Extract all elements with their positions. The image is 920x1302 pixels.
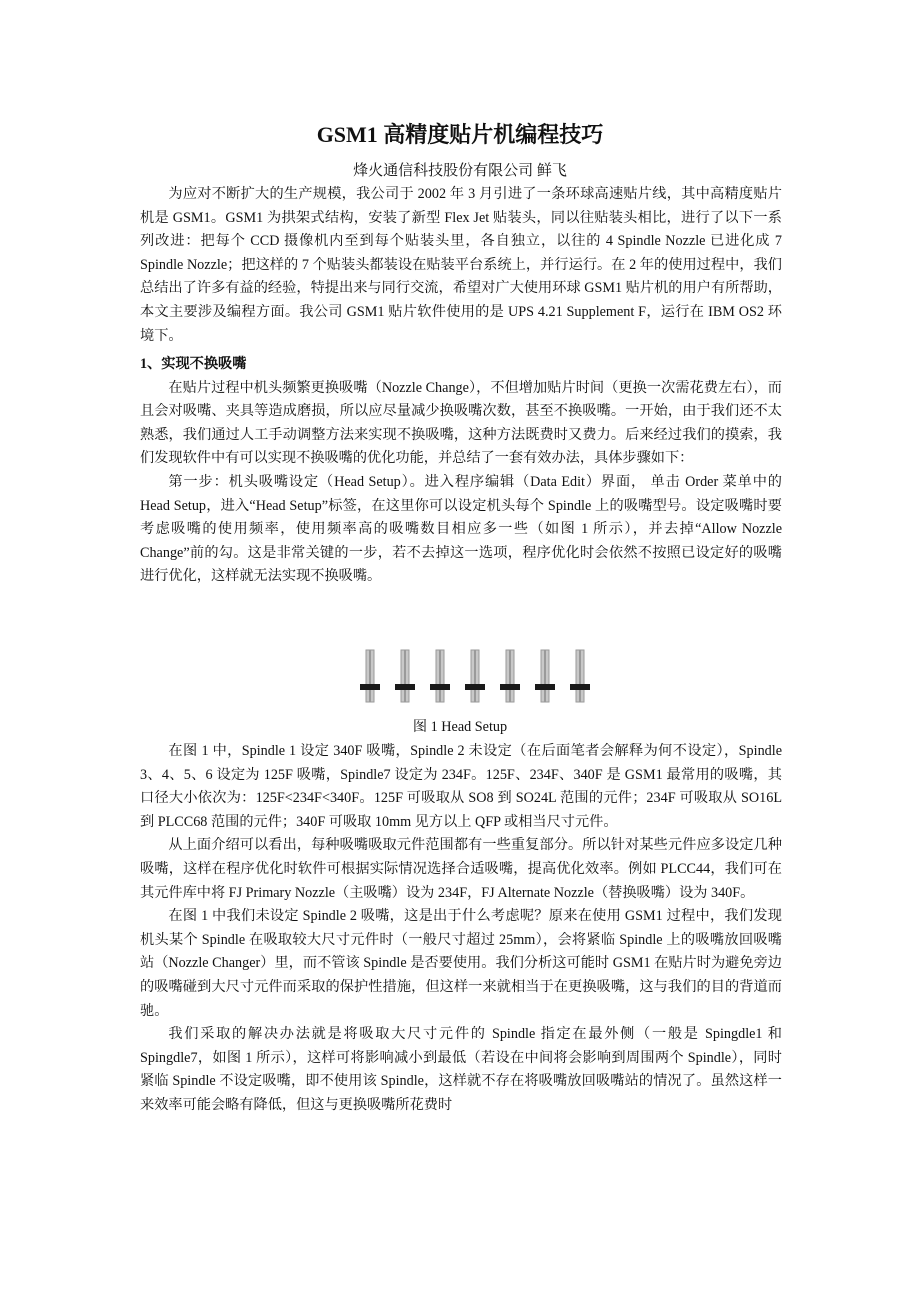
paragraph-spindle-2: 在图 1 中我们未设定 Spindle 2 吸嘴，这是出于什么考虑呢？原来在使用 GSM1 过程中，我们发现机头某个 Spindle 在吸取较大尺寸元件时（一般尺寸超过 25mm），会将紧临 Spindle 上的吸嘴放回吸嘴站（Nozzle Changer）里，而不管该 Spindle 是否要使用。我们分析这可能时 GSM1 在贴片时为避免旁边的吸嘴碰到大尺寸元件而采取的保护性措施，但这样一来就相当于在更换吸嘴，这与我们的目的背道而驰。 <box>140 908 782 1019</box>
spindle-shaft-core <box>544 650 546 702</box>
spindle-shaft-core <box>439 650 441 702</box>
spindle-7 <box>570 650 590 702</box>
nozzle-bar <box>360 684 380 690</box>
intro-paragraph: 为应对不断扩大的生产规模，我公司于 2002 年 3 月引进了一条环球高速贴片线，其中高精度贴片机是 GSM1。GSM1 为拱架式结构，安装了新型 Flex Jet 贴装头，同以往贴装头相比，进行了以下一系列改进：把每个 CCD 摄像机内至到每个贴装头里，各自独立，以往的 4 Spindle Nozzle 已进化成 7 Spindle Nozzle；把这样的 7 个贴装头都装设在贴装平台系统上，并行运行。在 2 年的使用过程中，我们总结出了许多有益的经验，特提出来与同行交流，希望对广大使用环球 GSM1 贴片机的用户有所帮助，本文主要涉及编程方面。我公司 GSM1 贴片软件使用的是 UPS 4.21 Supplement F，运行在 IBM OS2 环境下。 <box>140 186 782 344</box>
nozzle-bar <box>395 684 415 690</box>
spindle-6 <box>535 650 555 702</box>
section-1-paragraph-1: 在贴片过程中机头频繁更换吸嘴（Nozzle Change），不但增加贴片时间（更换一次需花费左右），而且会对吸嘴、夹具等造成磨损，所以应尽量减少换吸嘴次数，甚至不换吸嘴。一开始，由于我们还不太熟悉，我们通过人工手动调整方法来实现不换吸嘴，这种方法既费时又费力。后来经过我们的摸索，我们发现软件中有可以实现不换吸嘴的优化功能，并总结了一套有效办法，具体步骤如下： <box>140 379 782 467</box>
spindle-shaft-core <box>369 650 371 702</box>
section-1-paragraph-2: 第一步：机头吸嘴设定（Head Setup）。进入程序编辑（Data Edit）界面， 单击 Order 菜单中的 Head Setup，进入“Head Setup”标签，在这里你可以设定机头每个 Spindle 上的吸嘴型号。设定吸嘴时要考虑吸嘴的使用频率，使用频率高的吸嘴数目相应多一些（如图 1 所示），并去掉“Allow Nozzle Change”前的勾。这是非常关键的一步，若不去掉这一选项，程序优化时会依然不按照已设定好的吸嘴进行优化，这样就无法实现不换吸嘴。 <box>140 473 782 585</box>
spindle-shaft-core <box>509 650 511 702</box>
paragraph-solution: 我们采取的解决办法就是将吸取大尺寸元件的 Spindle 指定在最外侧（一般是 Spingdle1 和 Spingdle7，如图 1 所示），这样可将影响减小到最低（若设在中间将会影响到周围两个 Spindle），同时紧临 Spindle 不设定吸嘴，即不使用该 Spindle，这样就不存在将吸嘴放回吸嘴站的情况了。虽然这样一来效率可能会略有降低，但这与更换吸嘴所花费时 <box>140 1026 782 1113</box>
intro-section <box>140 183 782 348</box>
author-line: 烽火通信科技股份有限公司 鲜飞 <box>353 163 567 179</box>
nozzle-bar <box>500 684 520 690</box>
spindle-5 <box>500 650 520 702</box>
section-1-heading: 1、实现不换吸嘴 <box>140 356 247 372</box>
spindle-4 <box>465 650 485 702</box>
spindle-diagram <box>355 648 595 704</box>
nozzle-bar <box>465 684 485 690</box>
nozzle-bar <box>570 684 590 690</box>
head-setup-figure <box>355 648 595 704</box>
spindle-shaft-core <box>404 650 406 702</box>
nozzle-bar <box>430 684 450 690</box>
spindle-shaft-core <box>579 650 581 702</box>
spindle-1 <box>360 650 380 702</box>
figure-caption: 图 1 Head Setup <box>412 719 508 735</box>
paragraph-nozzle-ranges: 从上面介绍可以看出，每种吸嘴吸取元件范围都有一些重复部分。所以针对某些元件应多设定几种吸嘴，这样在程序优化时软件可根据实际情况选择合适吸嘴，提高优化效率。例如 PLCC44，我们可在其元件库中将 FJ Primary Nozzle（主吸嘴）设为 234F，FJ Alternate Nozzle（替换吸嘴）设为 340F。 <box>140 837 782 901</box>
spindle-2 <box>395 650 415 702</box>
spindle-3 <box>430 650 450 702</box>
document-title: GSM1 高精度贴片机编程技巧 <box>316 122 604 147</box>
spindle-shaft-core <box>474 650 476 702</box>
paragraph-spindle-settings: 在图 1 中，Spindle 1 设定 340F 吸嘴，Spindle 2 未设定（在后面笔者会解释为何不设定），Spindle 3、4、5、6 设定为 125F 吸嘴，Spindle7 设定为 234F。125F、234F、340F 是 GSM1 最常用的吸嘴，其口径大小依次为：125F<234F<340F。125F 可吸取从 SO8 到 SO24L 范围的元件；234F 可吸取从 SO16L 到 PLCC68 范围的元件；340F 可吸取 10mm 见方以上 QFP 或相当尺寸元件。 <box>140 743 782 830</box>
section-1 <box>140 353 782 589</box>
figure-discussion <box>140 740 782 1118</box>
nozzle-bar <box>535 684 555 690</box>
